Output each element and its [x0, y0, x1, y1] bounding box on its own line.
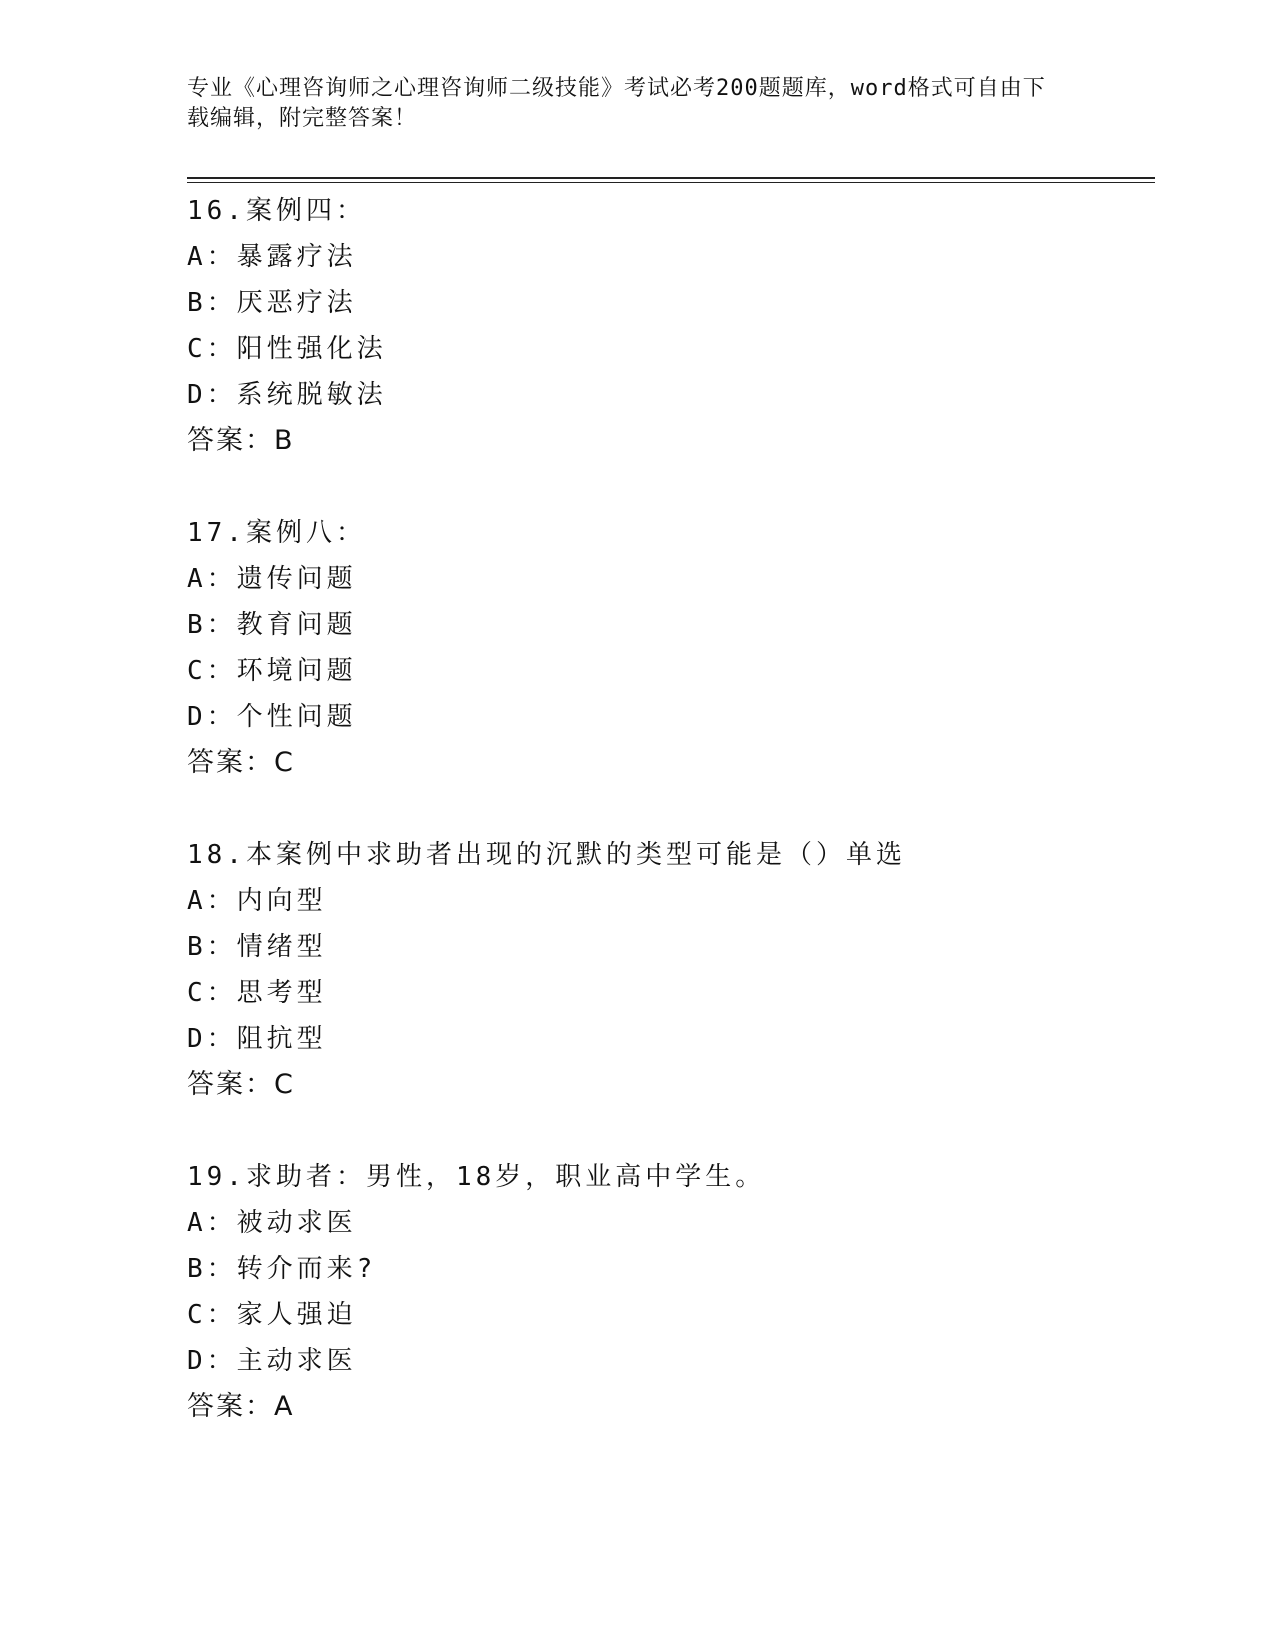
answer-line: 答案：C — [187, 747, 295, 778]
question-stem: 18.本案例中求助者出现的沉默的类型可能是（）单选 — [187, 840, 906, 870]
option-b: B：教育问题 — [187, 610, 357, 640]
option-b: B：情绪型 — [187, 932, 327, 962]
option-d: D：系统脱敏法 — [187, 380, 387, 410]
option-a: A：内向型 — [187, 886, 327, 916]
option-c: C：家人强迫 — [187, 1300, 357, 1330]
option-a: A：暴露疗法 — [187, 242, 357, 272]
question-stem: 16.案例四： — [187, 196, 366, 226]
option-a: A：被动求医 — [187, 1208, 357, 1238]
question-17 — [187, 510, 1155, 786]
option-c: C：阳性强化法 — [187, 334, 387, 364]
question-list — [187, 188, 1155, 1476]
question-stem: 17.案例八： — [187, 518, 366, 548]
option-b: B：厌恶疗法 — [187, 288, 357, 318]
answer-line: 答案：C — [187, 1069, 295, 1100]
option-b: B：转介而来? — [187, 1254, 377, 1284]
document-header: 专业《心理咨询师之心理咨询师二级技能》考试必考200题题库，word格式可自由下载编辑，附完整答案！ — [187, 76, 1046, 131]
header-divider-thin — [187, 182, 1155, 183]
option-d: D：主动求医 — [187, 1346, 357, 1376]
option-a: A：遗传问题 — [187, 564, 357, 594]
question-18 — [187, 832, 1155, 1108]
answer-line: 答案：A — [187, 1391, 295, 1422]
question-19 — [187, 1154, 1155, 1430]
answer-line: 答案：B — [187, 425, 295, 456]
option-c: C：环境问题 — [187, 656, 357, 686]
option-d: D：个性问题 — [187, 702, 357, 732]
option-c: C：思考型 — [187, 978, 327, 1008]
question-16 — [187, 188, 1155, 464]
option-d: D：阻抗型 — [187, 1024, 327, 1054]
header-divider-thick — [187, 177, 1155, 179]
question-stem: 19.求助者：男性，18岁，职业高中学生。 — [187, 1162, 766, 1192]
